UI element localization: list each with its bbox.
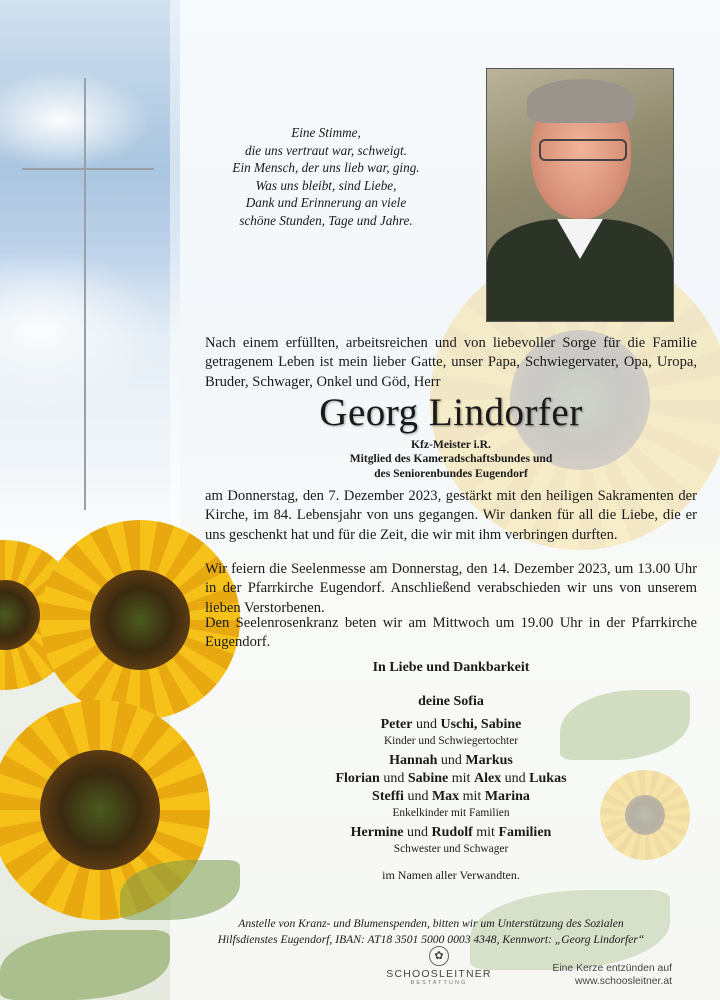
cross-icon-vertical	[84, 78, 86, 510]
conjunction: und	[407, 825, 429, 840]
conjunction: und	[407, 789, 429, 804]
conjunction: mit	[451, 771, 471, 786]
poem-line: Was uns bleibt, sind Liebe,	[255, 177, 397, 193]
name-hermine: Hermine	[350, 825, 404, 840]
conjunction: und	[383, 771, 405, 786]
funeral-home-logo	[384, 946, 494, 986]
conjunction: und	[415, 717, 437, 732]
grandchildren-block	[205, 752, 697, 820]
name-markus: Markus	[465, 753, 513, 768]
intro-text: Nach einem erfüllten, arbeitsreichen und von liebevoller Sorge für die Familie getragenem Leben ist mein lieber Gatte, unser Papa, Schwiegervater, Opa, Uropa, Bruder, Schwager, Onkel und Göd, Herr	[205, 335, 697, 390]
spouse-line: deine Sofia	[418, 694, 484, 709]
subtitle-line: Kfz-Meister i.R.	[411, 438, 491, 451]
all-relatives-line: im Namen aller Verwandten.	[382, 868, 520, 882]
children-block	[205, 716, 697, 748]
conjunction: und	[440, 753, 462, 768]
candle-note	[548, 962, 672, 989]
poem-line: Ein Mensch, der uns lieb war, ging.	[232, 160, 420, 176]
relation-label: Enkelkinder mit Familien	[392, 807, 510, 819]
logo-brand: SCHOOSLEITNER	[386, 968, 492, 980]
conjunction: mit	[462, 789, 482, 804]
name-alex: Alex	[473, 771, 502, 786]
glasses	[539, 139, 627, 161]
deceased-subtitle	[205, 438, 697, 481]
relation-label: Kinder und Schwiegertochter	[383, 735, 519, 747]
deceased-name: Georg Lindorfer	[319, 391, 583, 434]
leaf	[0, 930, 170, 1000]
hair	[527, 79, 635, 123]
death-paragraph: am Donnerstag, den 7. Dezember 2023, gestärkt mit den heiligen Sakramenten der Kirche, im 84. Lebensjahr von uns gegangen. Wir danken für all die Liebe, die er uns geschenkt hat und für die Zeit, die wir mit ihm verbringen durften.	[205, 488, 697, 543]
name-rudolf: Rudolf	[431, 825, 473, 840]
grandchildren-line-1	[205, 752, 697, 770]
closing-line: In Liebe und Dankbarkeit	[372, 660, 530, 675]
name-uschi-sabine: Uschi, Sabine	[440, 717, 522, 732]
name-hannah: Hannah	[389, 753, 438, 768]
poem-line: Dank und Erinnerung an viele	[245, 195, 407, 211]
name-familien: Familien	[498, 825, 552, 840]
grandchildren-line-3	[205, 788, 697, 806]
name-steffi: Steffi	[372, 789, 404, 804]
subtitle-line: Mitglied des Kameradschaftsbundes und	[349, 452, 553, 466]
poem-line: die uns vertraut war, schweigt.	[245, 142, 407, 158]
poem-line: Eine Stimme,	[291, 125, 361, 140]
donation-line: Hilfsdienstes Eugendorf, IBAN: AT18 3501 5000 0003 4348, Kennwort: „Georg Lindorfer“	[217, 932, 645, 946]
portrait-photo	[486, 68, 674, 322]
donation-note	[185, 916, 677, 947]
siblings-block	[205, 824, 697, 856]
poem	[220, 124, 432, 230]
name-max: Max	[431, 789, 460, 804]
rosary-paragraph: Den Seelenrosenkranz beten wir am Mittwoch um 19.00 Uhr in der Pfarrkirche Eugendorf.	[205, 615, 697, 651]
name-peter: Peter	[380, 717, 413, 732]
candle-url[interactable]: www.schoosleitner.at	[574, 976, 672, 988]
conjunction: und	[504, 771, 526, 786]
subtitle-line: des Seniorenbundes Eugendorf	[374, 466, 528, 480]
name-sabine: Sabine	[407, 771, 449, 786]
name-florian: Florian	[335, 771, 380, 786]
children-names	[205, 716, 697, 734]
donation-line: Anstelle von Kranz- und Blumenspenden, bitten wir um Unterstützung des Sozialen	[238, 917, 624, 930]
name-lukas: Lukas	[529, 771, 567, 786]
name-marina: Marina	[484, 789, 530, 804]
logo-sub: BESTATTUNG	[410, 980, 468, 986]
cross-icon-horizontal	[22, 168, 154, 170]
siblings-names	[205, 824, 697, 842]
mass-paragraph: Wir feiern die Seelenmesse am Donnerstag, den 14. Dezember 2023, um 13.00 Uhr in der Pfarrkirche Eugendorf. Anschließend verabschieden wir uns von unserem lieben Verstorbenen.	[205, 561, 697, 616]
conjunction: mit	[476, 825, 495, 840]
candle-text: Eine Kerze entzünden auf	[552, 963, 672, 974]
poem-line: schöne Stunden, Tage und Jahre.	[239, 212, 413, 228]
relation-label: Schwester und Schwager	[393, 843, 509, 855]
grandchildren-line-2	[205, 770, 697, 788]
logo-icon: ✿	[429, 946, 449, 966]
